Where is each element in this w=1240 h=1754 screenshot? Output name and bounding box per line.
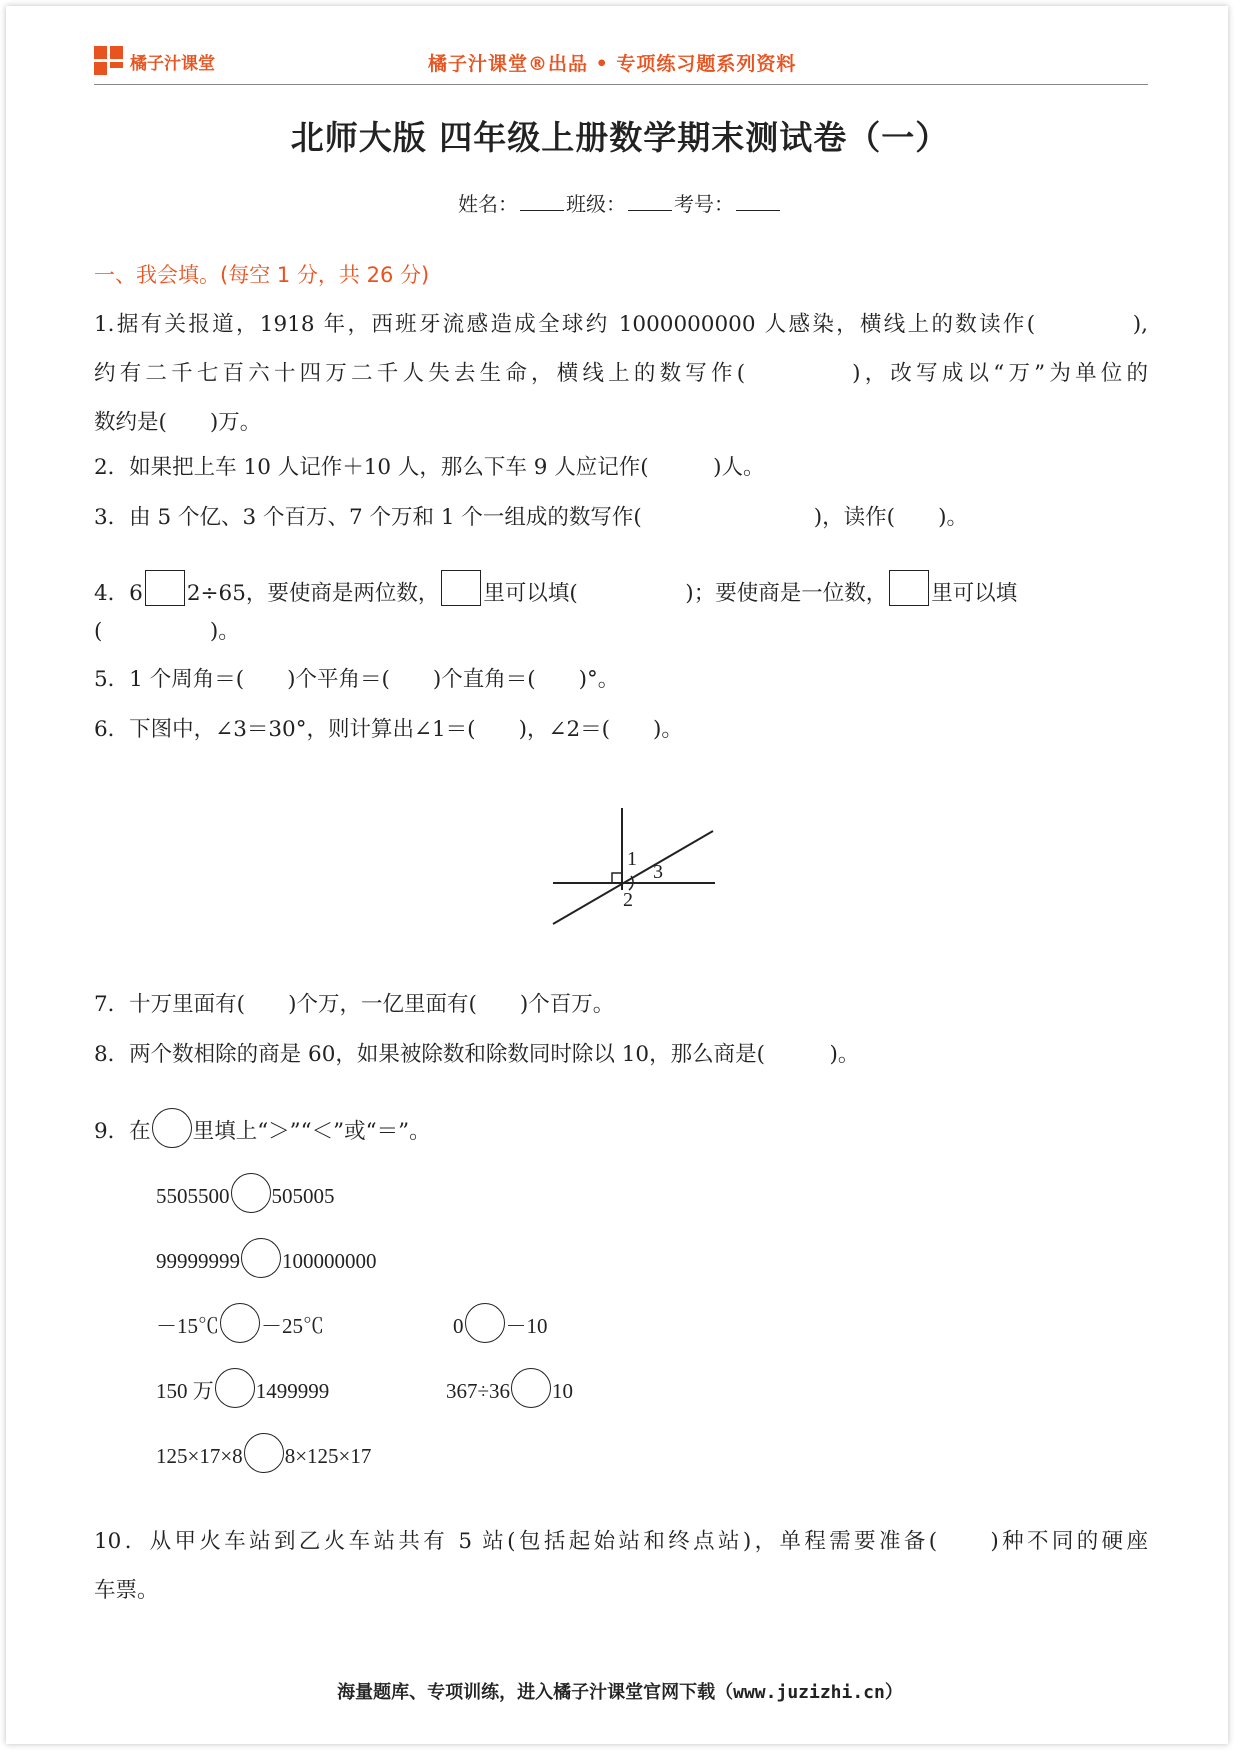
question-9 (94, 1108, 431, 1148)
q1-line-1: 1.据有关报道，1918 年，西班牙流感造成全球约 1000000000 人感染，横线上的数读作( ), (94, 312, 1148, 337)
compare-circle[interactable] (220, 1303, 260, 1343)
compare-right: 10 (552, 1379, 574, 1403)
question-5: 5．1 个周角＝( )个平角＝( )个直角＝( )°。 (94, 667, 620, 692)
answer-box-ref (441, 570, 481, 606)
compare-left: 5505500 (156, 1184, 230, 1208)
question-3: 3．由 5 个亿、3 个百万、7 个万和 1 个一组成的数写作( )，读作( )。 (94, 505, 968, 530)
comparison-item (156, 1303, 324, 1343)
comparison-item (446, 1368, 573, 1408)
logo (94, 46, 215, 76)
comparison-item (156, 1433, 371, 1473)
compare-right: 100000000 (282, 1249, 377, 1273)
compare-left: 125×17×8 (156, 1444, 243, 1468)
compare-circle[interactable] (244, 1433, 284, 1473)
q9-part-b: 里填上“＞”“＜”或“＝”。 (192, 1119, 431, 1144)
compare-circle[interactable] (241, 1238, 281, 1278)
comparison-item (156, 1368, 329, 1408)
compare-left: 367÷36 (446, 1379, 511, 1403)
q9-part-a: 9．在 (94, 1119, 151, 1144)
angle-label-3: 3 (653, 861, 663, 883)
q10-line-1: 10．从甲火车站到乙火车站共有 5 站(包括起始站和终点站)，单程需要准备( )种不同的硬座 (94, 1529, 1148, 1554)
answer-box[interactable] (145, 570, 185, 606)
angle-label-1: 1 (627, 848, 637, 870)
q4-part-b: 2÷65，要使商是两位数， (186, 581, 440, 606)
page-footer: 海量题库、专项训练，进入橘子汁课堂官网下载（www.juzizhi.cn） (337, 1682, 903, 1703)
right-angle-mark (612, 873, 622, 883)
compare-circle[interactable] (231, 1173, 271, 1213)
compare-circle[interactable] (465, 1303, 505, 1343)
q10-line-2: 车票。 (94, 1578, 159, 1603)
page-title: 北师大版 四年级上册数学期末测试卷（一） (290, 118, 950, 157)
circle-icon (152, 1108, 192, 1148)
id-blank[interactable] (736, 192, 780, 211)
compare-right: －10 (505, 1314, 548, 1338)
header-slogan: 橘子汁课堂®出品 • 专项练习题系列资料 (428, 53, 797, 75)
question-8: 8．两个数相除的商是 60，如果被除数和除数同时除以 10，那么商是( )。 (94, 1042, 860, 1067)
question-4 (94, 570, 1017, 606)
page-header (94, 40, 1148, 86)
compare-right: －25℃ (261, 1314, 324, 1338)
comparison-item (156, 1173, 335, 1213)
diagonal-line (553, 831, 713, 924)
id-label: 考号： (674, 192, 734, 216)
q4-part-d: 里可以填 (931, 581, 1018, 606)
class-blank[interactable] (628, 192, 672, 211)
name-blank[interactable] (520, 192, 564, 211)
compare-left: －15℃ (156, 1314, 219, 1338)
q4-part-a: 4．6 (94, 581, 143, 606)
logo-icon (94, 46, 124, 76)
compare-right: 1499999 (255, 1379, 330, 1403)
compare-right: 8×125×17 (284, 1444, 372, 1468)
answer-box-ref (889, 570, 929, 606)
angle-label-2: 2 (623, 889, 633, 911)
compare-circle[interactable] (511, 1368, 551, 1408)
compare-left: 150 万 (156, 1379, 214, 1403)
comparison-item (453, 1303, 548, 1343)
compare-left: 99999999 (156, 1249, 240, 1273)
compare-right: 505005 (271, 1184, 335, 1208)
q4-line-2: ( )。 (94, 619, 240, 644)
question-1 (94, 300, 1148, 447)
question-10 (94, 1517, 1148, 1615)
class-label: 班级： (566, 192, 626, 216)
name-label: 姓名： (458, 192, 518, 216)
compare-left: 0 (453, 1314, 464, 1338)
q1-line-3: 数约是( )万。 (94, 410, 262, 435)
angle-figure (545, 800, 720, 930)
compare-circle[interactable] (215, 1368, 255, 1408)
question-7: 7．十万里面有( )个万，一亿里面有( )个百万。 (94, 992, 615, 1017)
logo-text: 橘子汁课堂 (130, 53, 215, 74)
q4-part-c: 里可以填( )；要使商是一位数， (483, 581, 888, 606)
section-title: 一、我会填。(每空 1 分，共 26 分) (94, 263, 430, 287)
question-6: 6．下图中，∠3＝30°，则计算出∠1＝( )，∠2＝( )。 (94, 717, 683, 742)
q1-line-2: 约有二千七百六十四万二千人失去生命，横线上的数写作( )，改写成以“万”为单位的 (94, 361, 1148, 386)
header-divider (94, 84, 1148, 85)
student-info (0, 188, 1240, 217)
question-2: 2．如果把上车 10 人记作＋10 人，那么下车 9 人应记作( )人。 (94, 455, 765, 480)
comparison-item (156, 1238, 377, 1278)
